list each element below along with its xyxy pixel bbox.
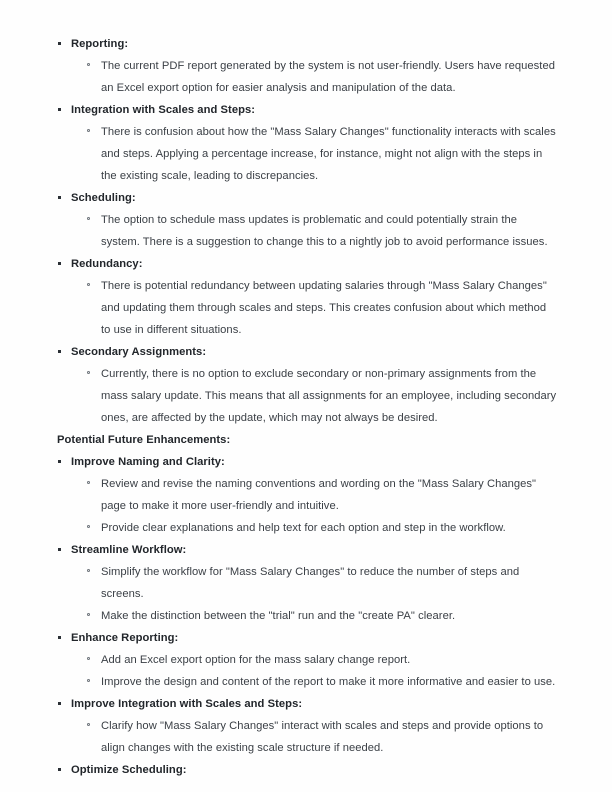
body-paragraph: Make the distinction between the "trial" run and the "create PA" clearer. — [101, 610, 456, 622]
bullet-square-icon — [58, 196, 61, 199]
list-item-improve-naming-and-clarity — [57, 451, 557, 539]
list-item-optimize-scheduling — [57, 759, 557, 781]
body-paragraph: The current PDF report generated by the system is not user-friendly. Users have requested an Excel export option for easier analysis and manipulation of the data. — [101, 60, 555, 94]
sub-list-improve-integration — [86, 715, 557, 759]
bullet-circle-icon — [87, 569, 90, 572]
list-item-enhance-reporting — [57, 627, 557, 693]
body-paragraph: Provide clear explanations and help text for each option and step in the workflow. — [101, 522, 506, 534]
list-item — [86, 671, 557, 693]
bullet-square-icon — [58, 108, 61, 111]
bullet-square-icon — [58, 350, 61, 353]
section-heading-integration: Integration with Scales and Steps: — [71, 104, 256, 116]
body-paragraph: The option to schedule mass updates is problematic and could potentially strain the system. There is a suggestion to change this to a nightly job to avoid performance issues. — [101, 214, 548, 248]
bullet-circle-icon — [87, 657, 90, 660]
list-item — [86, 363, 557, 429]
list-item — [86, 209, 557, 253]
list-item — [86, 275, 557, 341]
sub-list-wrap — [71, 121, 557, 187]
sub-list-wrap — [71, 561, 557, 627]
bullet-circle-icon — [87, 283, 90, 286]
sub-list-wrap — [71, 473, 557, 539]
bullet-square-icon — [58, 42, 61, 45]
list-item-streamline-workflow — [57, 539, 557, 627]
sub-list-reporting — [86, 55, 557, 99]
page-title-future-enhancements: Potential Future Enhancements: — [57, 434, 231, 446]
issues-list — [57, 33, 557, 429]
body-paragraph: Improve the design and content of the report to make it more informative and easier to use. — [101, 676, 556, 688]
bullet-square-icon — [58, 262, 61, 265]
section-heading-enhance-reporting: Enhance Reporting: — [71, 632, 179, 644]
list-item — [86, 517, 557, 539]
body-paragraph: Clarify how "Mass Salary Changes" interact with scales and steps and provide options to align changes with the existing scale structure if needed. — [101, 720, 544, 754]
bullet-circle-icon — [87, 481, 90, 484]
sub-list-redundancy — [86, 275, 557, 341]
future-enhancements-list — [57, 451, 557, 781]
section-heading-streamline-workflow: Streamline Workflow: — [71, 544, 187, 556]
body-paragraph: There is potential redundancy between updating salaries through "Mass Salary Changes" and updating them through scales and steps. This creates confusion about which method to use in different situations. — [101, 280, 547, 336]
bullet-circle-icon — [87, 525, 90, 528]
list-item-integration-with-scales-and-steps — [57, 99, 557, 187]
section-heading-scheduling: Scheduling: — [71, 192, 136, 204]
sub-list-wrap — [71, 715, 557, 759]
list-item-secondary-assignments — [57, 341, 557, 429]
section-heading-optimize-scheduling: Optimize Scheduling: — [71, 764, 187, 776]
list-item — [86, 473, 557, 517]
section-heading-reporting: Reporting: — [71, 38, 129, 50]
body-paragraph: There is confusion about how the "Mass Salary Changes" functionality interacts with scales and steps. Applying a percentage increase, for instance, might not align with the steps in the existing scale, leading to discrepancies. — [101, 126, 556, 182]
list-item-improve-integration-with-scales-and-steps — [57, 693, 557, 759]
sub-list-streamline-workflow — [86, 561, 557, 627]
list-item — [86, 121, 557, 187]
bullet-circle-icon — [87, 679, 90, 682]
section-heading-redundancy: Redundancy: — [71, 258, 143, 270]
body-paragraph: Simplify the workflow for "Mass Salary Changes" to reduce the number of steps and screens. — [101, 566, 520, 600]
sub-list-wrap — [71, 209, 557, 253]
section-heading-improve-integration: Improve Integration with Scales and Steps: — [71, 698, 303, 710]
list-item — [86, 649, 557, 671]
list-item-redundancy — [57, 253, 557, 341]
bullet-circle-icon — [87, 371, 90, 374]
sub-list-improve-naming — [86, 473, 557, 539]
sub-list-wrap — [71, 55, 557, 99]
body-paragraph: Add an Excel export option for the mass salary change report. — [101, 654, 411, 666]
bullet-circle-icon — [87, 613, 90, 616]
sub-list-wrap — [71, 649, 557, 693]
list-item — [86, 55, 557, 99]
bullet-circle-icon — [87, 129, 90, 132]
bullet-circle-icon — [87, 723, 90, 726]
sub-list-enhance-reporting — [86, 649, 557, 693]
sub-list-secondary-assignments — [86, 363, 557, 429]
list-item — [86, 561, 557, 605]
sub-list-integration — [86, 121, 557, 187]
list-item — [86, 605, 557, 627]
bullet-circle-icon — [87, 63, 90, 66]
bullet-square-icon — [58, 460, 61, 463]
bullet-circle-icon — [87, 217, 90, 220]
list-item — [86, 715, 557, 759]
section-heading-secondary-assignments: Secondary Assignments: — [71, 346, 207, 358]
bullet-square-icon — [58, 636, 61, 639]
bullet-square-icon — [58, 548, 61, 551]
sub-list-wrap — [71, 275, 557, 341]
section-heading-improve-naming: Improve Naming and Clarity: — [71, 456, 225, 468]
list-item-reporting — [57, 33, 557, 99]
sub-list-scheduling — [86, 209, 557, 253]
document-content — [57, 33, 557, 781]
sub-list-wrap — [71, 363, 557, 429]
body-paragraph: Review and revise the naming conventions and wording on the "Mass Salary Changes" page to make it more user-friendly and intuitive. — [101, 478, 537, 512]
list-item-scheduling — [57, 187, 557, 253]
body-paragraph: Currently, there is no option to exclude secondary or non-primary assignments from the mass salary update. This means that all assignments for an employee, including secondary ones, are affected by the update, which may not always be desired. — [101, 368, 557, 424]
bullet-square-icon — [58, 768, 61, 771]
bullet-square-icon — [58, 702, 61, 705]
